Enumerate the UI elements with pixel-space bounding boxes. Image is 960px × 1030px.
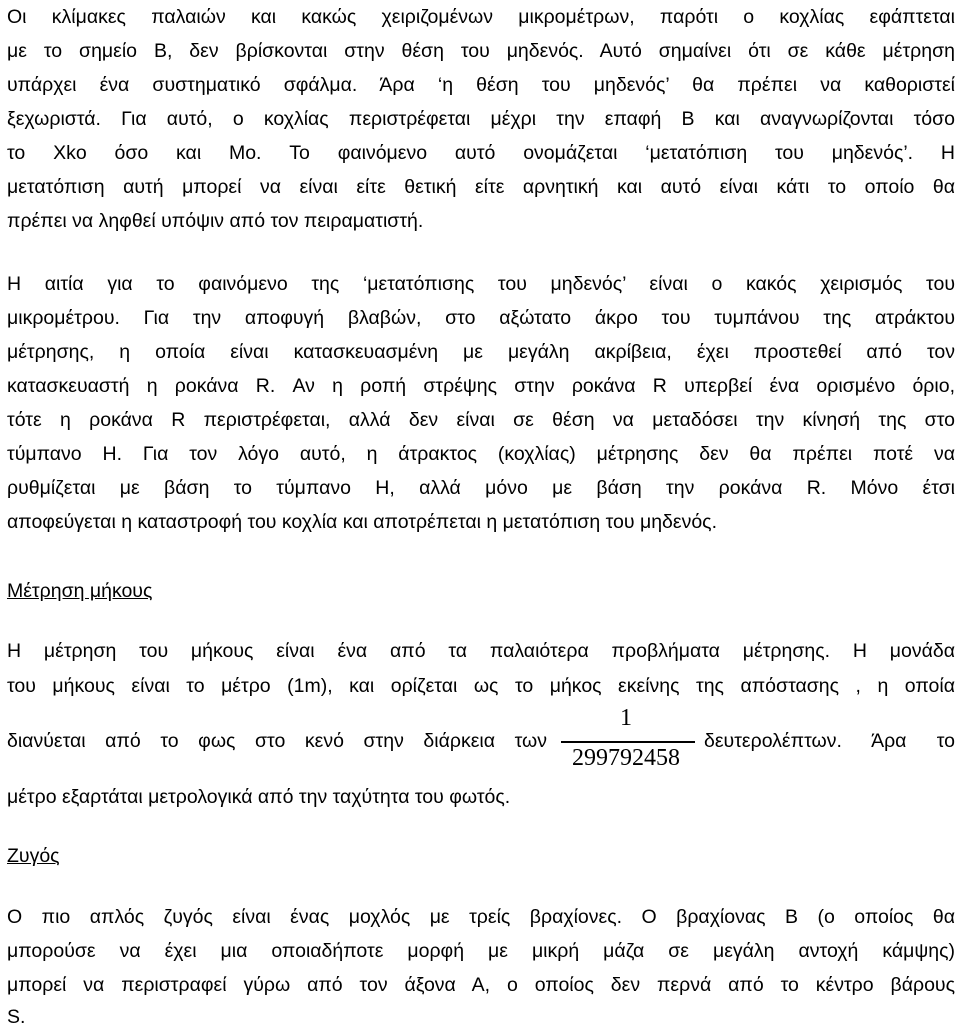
text-line: δευτερολέπτων. Άρα το	[704, 730, 955, 752]
text-line: το Χko όσο και Mo. Το φαινόμενο αυτό ονομάζεται ‘μετατόπιση του μηδενός’. Η	[7, 142, 955, 164]
section-heading-scale: Ζυγός	[7, 845, 60, 867]
text-line: τότε η ροκάνα R περιστρέφεται, αλλά δεν είναι σε θέση να μεταδόσει την κίνησή της στο	[7, 409, 955, 431]
text-line: Η αιτία για το φαινόμενο της ‘μετατόπισης του μηδενός’ είναι ο κακός χειρισμός του	[7, 273, 955, 295]
text-line: του μήκους είναι το μέτρο (1m), και ορίζεται ως το μήκος εκείνης της απόστασης , η οποία	[7, 675, 955, 697]
section-heading-length: Μέτρηση μήκους	[7, 580, 153, 602]
text-line: μικρομέτρου. Για την αποφυγή βλαβών, στο αξώτατο άκρο του τυμπάνου της ατράκτου	[7, 307, 955, 329]
text-line: μετατόπιση αυτή μπορεί να είναι είτε θετική είτε αρνητική και αυτό είναι κάτι το οποίο θα	[7, 176, 955, 198]
text-line: Οι κλίμακες παλαιών και κακώς χειριζομένων μικρομέτρων, παρότι ο κοχλίας εφάπτεται	[7, 6, 955, 28]
text-line: μπορεί να περιστραφεί γύρω από τον άξονα Α, ο οποίος δεν περνά από το κέντρο βάρους	[7, 974, 955, 996]
fraction-bar	[561, 741, 695, 743]
text-line: υπάρχει ένα συστηματικό σφάλμα. Άρα ‘η θέση του μηδενός’ θα πρέπει να καθοριστεί	[7, 74, 955, 96]
text-line: μέτρο εξαρτάται μετρολογικά από την ταχύτητα του φωτός.	[7, 786, 511, 808]
text-line: διανύεται από το φως στο κενό στην διάρκεια των	[7, 730, 547, 752]
text-line: μέτρησης, η οποία είναι κατασκευασμένη με μεγάλη ακρίβεια, έχει προστεθεί από τον	[7, 341, 955, 363]
text-line: τύμπανο Η. Για τον λόγο αυτό, η άτρακτος (κοχλίας) μέτρησης δεν θα πρέπει ποτέ να	[7, 443, 955, 465]
fraction-numerator: 1	[620, 705, 632, 731]
text-line: ρυθμίζεται με βάση το τύμπανο Η, αλλά μόνο με βάση την ροκάνα R. Μόνο έτσι	[7, 477, 955, 499]
text-line: ξεχωριστά. Για αυτό, ο κοχλίας περιστρέφεται μέχρι την επαφή Β και αναγνωρίζονται τόσο	[7, 108, 955, 130]
text-line: αποφεύγεται η καταστροφή του κοχλία και αποτρέπεται η μετατόπιση του μηδενός.	[7, 511, 717, 533]
text-line: μπορούσε να έχει μια οποιαδήποτε μορφή με μικρή μάζα σε μεγάλη αντοχή κάμψης)	[7, 940, 955, 962]
text-line: Η μέτρηση του μήκους είναι ένα από τα παλαιότερα προβλήματα μέτρησης. Η μονάδα	[7, 640, 955, 662]
text-line: πρέπει να ληφθεί υπόψιν από τον πειραματιστή.	[7, 210, 424, 232]
text-line: S.	[7, 1006, 26, 1028]
fraction-denominator: 299792458	[572, 745, 680, 771]
text-line: κατασκευαστή η ροκάνα R. Αν η ροπή στρέψης στην ροκάνα R υπερβεί ένα ορισμένο όριο,	[7, 375, 955, 397]
text-line: με το σημείο Β, δεν βρίσκονται στην θέση του μηδενός. Αυτό σημαίνει ότι σε κάθε μέτρηση	[7, 40, 955, 62]
text-line: Ο πιο απλός ζυγός είναι ένας μοχλός με τρείς βραχίονες. Ο βραχίονας Β (ο οποίος θα	[7, 906, 955, 928]
